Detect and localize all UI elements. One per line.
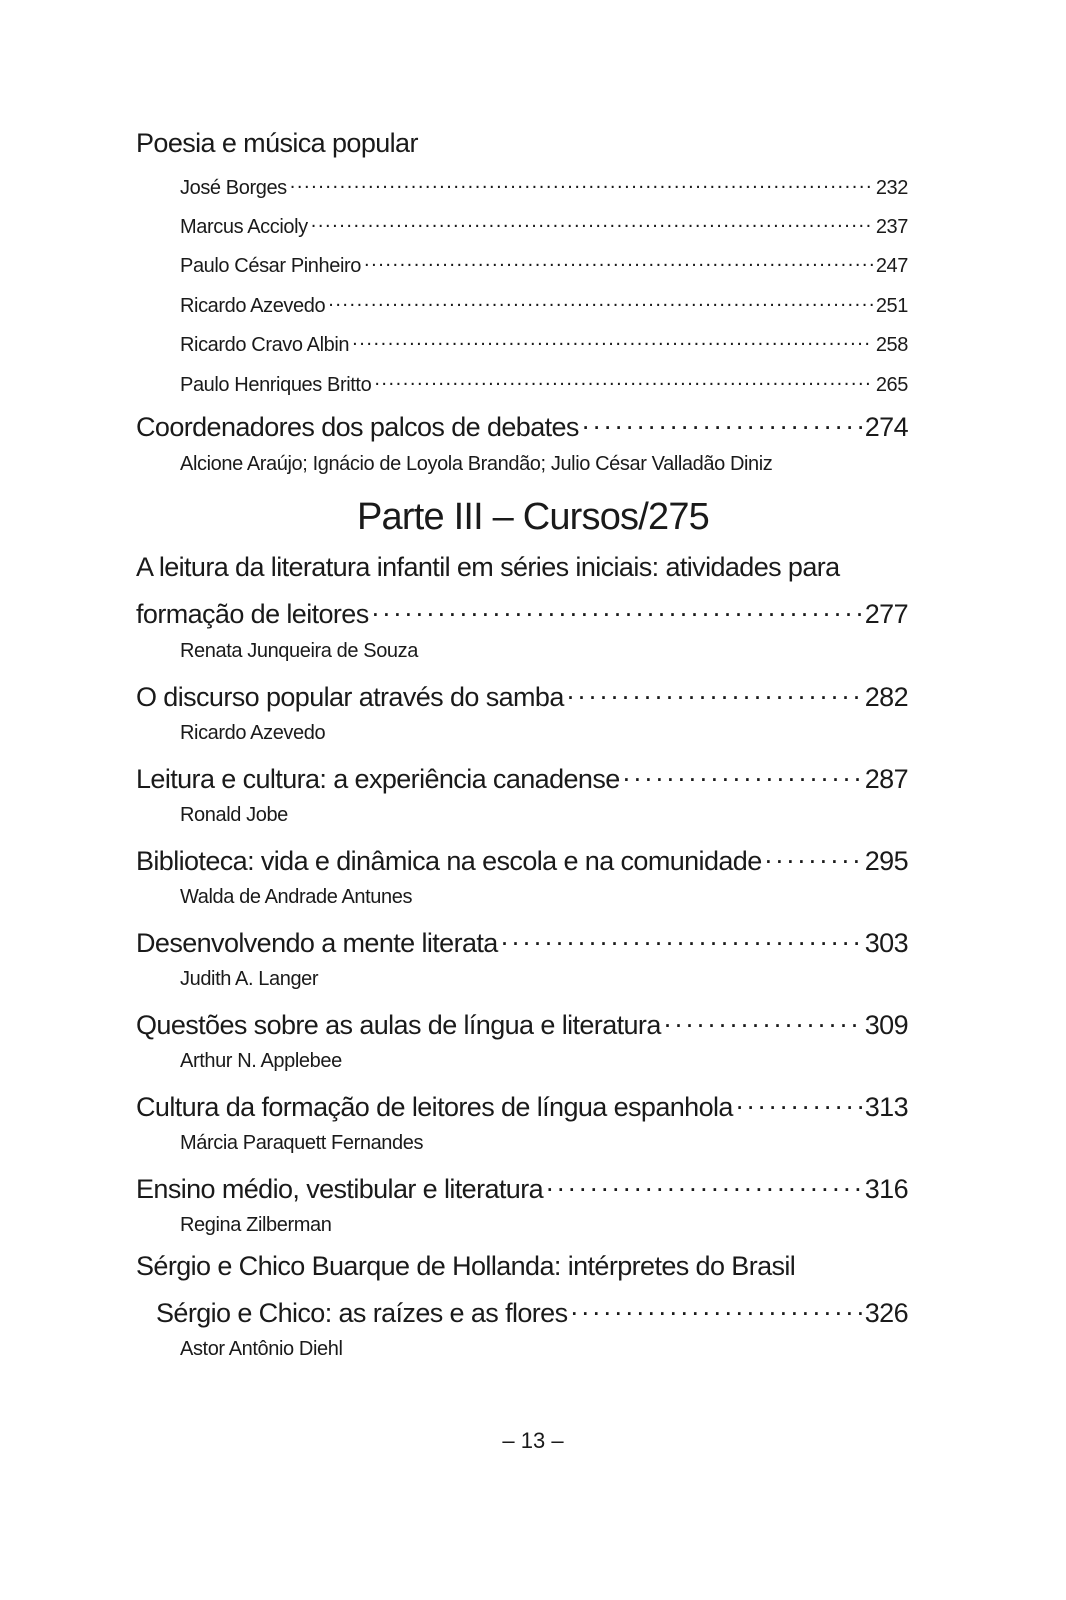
dot-leader: [364, 250, 873, 272]
entry-page: 265: [875, 374, 908, 396]
entry-name: Paulo César Pinheiro: [180, 255, 361, 277]
entry-page: 277: [864, 598, 908, 629]
toc-entry: [180, 369, 908, 397]
section-title: Poesia e música popular: [136, 128, 418, 158]
dot-leader: [582, 406, 862, 436]
entry-title: O discurso popular através do samba: [136, 681, 564, 712]
dot-leader: [374, 369, 873, 391]
dot-leader: [546, 1168, 862, 1198]
entry-page: 251: [875, 295, 908, 317]
entry-page: 247: [875, 255, 908, 277]
dot-leader: [352, 329, 873, 351]
dot-leader: [372, 593, 862, 623]
toc-entry: [136, 593, 908, 630]
entry-name: Paulo Henriques Britto: [180, 374, 372, 396]
entry-title: Questões sobre as aulas de língua e literatura: [136, 1009, 661, 1040]
entry-title: Cultura da formação de leitores de língua espanhola: [136, 1091, 733, 1122]
entry-page: 237: [875, 216, 908, 238]
dot-leader: [328, 290, 873, 312]
toc-entry: [180, 290, 908, 318]
entry-page: 274: [864, 411, 908, 442]
entry-author: Regina Zilberman: [180, 1214, 332, 1236]
entry-title: Coordenadores dos palcos de debates: [136, 411, 579, 442]
toc-entry: [180, 329, 908, 357]
entry-name: José Borges: [180, 177, 287, 199]
toc-entry: [136, 676, 908, 713]
toc-entry: [136, 758, 908, 795]
entry-title: Ensino médio, vestibular e literatura: [136, 1173, 544, 1204]
entry-title: Sérgio e Chico: as raízes e as flores: [156, 1297, 568, 1328]
entry-author: Astor Antônio Diehl: [180, 1338, 343, 1360]
entry-author: Walda de Andrade Antunes: [180, 886, 413, 908]
entry-title-line1: A leitura da literatura infantil em séries iniciais: atividades para: [136, 552, 840, 582]
dot-leader: [567, 676, 862, 706]
toc-entry-coordenadores: [136, 406, 908, 443]
dot-leader: [571, 1292, 862, 1322]
entry-page: 309: [864, 1009, 908, 1040]
toc-entry: [156, 1292, 908, 1329]
dot-leader: [765, 840, 862, 870]
entry-title: Biblioteca: vida e dinâmica na escola e na comunidade: [136, 845, 762, 876]
entry-page: 258: [875, 334, 908, 356]
entry-page: 303: [864, 927, 908, 958]
dot-leader: [501, 922, 862, 952]
toc-entry: [180, 172, 908, 200]
entry-name: Marcus Accioly: [180, 216, 308, 238]
dot-leader: [736, 1086, 862, 1116]
entry-author: Márcia Paraquett Fernandes: [180, 1132, 424, 1154]
toc-entry: [136, 1086, 908, 1123]
page-number: – 13 –: [502, 1428, 564, 1453]
entry-name: Ricardo Cravo Albin: [180, 334, 350, 356]
entry-page: 232: [875, 177, 908, 199]
entry-page: 326: [864, 1297, 908, 1328]
toc-entry: [136, 1168, 908, 1205]
coordenadores-names: Alcione Araújo; Ignácio de Loyola Brandão; Julio César Valladão Diniz: [180, 453, 773, 475]
entry-author: Judith A. Langer: [180, 968, 319, 990]
toc-entry: [180, 211, 908, 239]
entry-title: Desenvolvendo a mente literata: [136, 927, 498, 958]
dot-leader: [311, 211, 873, 233]
toc-entry: [136, 1004, 908, 1041]
entry-title: Leitura e cultura: a experiência canadense: [136, 763, 620, 794]
toc-entry: [136, 840, 908, 877]
part-heading: Parte III – Cursos/275: [356, 496, 710, 538]
entry-page: 282: [864, 681, 908, 712]
dot-leader: [623, 758, 862, 788]
entry-author: Renata Junqueira de Souza: [180, 640, 418, 662]
entry-title-line1: Sérgio e Chico Buarque de Hollanda: intérpretes do Brasil: [136, 1251, 796, 1281]
entry-page: 295: [864, 845, 908, 876]
entry-name: Ricardo Azevedo: [180, 295, 326, 317]
entry-page: 313: [864, 1091, 908, 1122]
entry-page: 287: [864, 763, 908, 794]
entry-author: Arthur N. Applebee: [180, 1050, 342, 1072]
entry-page: 316: [864, 1173, 908, 1204]
entry-author: Ronald Jobe: [180, 804, 288, 826]
entry-author: Ricardo Azevedo: [180, 722, 326, 744]
toc-entry: [136, 922, 908, 959]
toc-entry: [180, 250, 908, 278]
dot-leader: [664, 1004, 862, 1034]
dot-leader: [290, 172, 873, 194]
entry-title: formação de leitores: [136, 598, 369, 629]
